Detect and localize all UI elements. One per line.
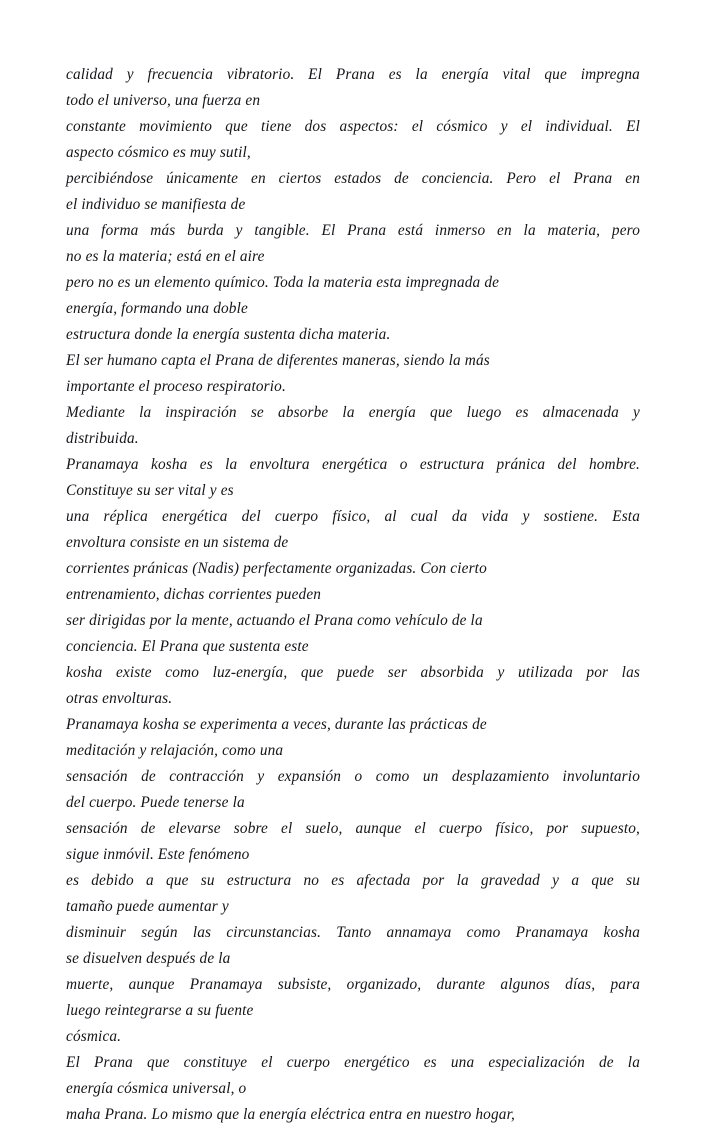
text-line: una réplica energética del cuerpo físico, al cual da vida y sostiene. Esta bbox=[66, 508, 640, 525]
text-line: no es la materia; está en el aire bbox=[66, 248, 265, 265]
text-line: una forma más burda y tangible. El Prana está inmerso en la materia, pero bbox=[66, 222, 640, 239]
text-line: Mediante la inspiración se absorbe la energía que luego es almacenada y bbox=[66, 404, 640, 421]
text-line: maha Prana. Lo mismo que la energía eléctrica entra en nuestro hogar, bbox=[66, 1106, 515, 1123]
text-line: El Prana que constituye el cuerpo energético es una especialización de la bbox=[66, 1054, 640, 1071]
text-line: el individuo se manifiesta de bbox=[66, 196, 246, 213]
text-line: Constituye su ser vital y es bbox=[66, 482, 234, 499]
text-line: disminuir según las circunstancias. Tanto annamaya como Pranamaya kosha bbox=[66, 924, 640, 941]
text-line: se disuelven después de la bbox=[66, 950, 231, 967]
text-line: Pranamaya kosha es la envoltura energética o estructura pránica del hombre. bbox=[66, 456, 640, 473]
text-line: estructura donde la energía sustenta dicha materia. bbox=[66, 326, 391, 343]
text-line: energía cósmica universal, o bbox=[66, 1080, 247, 1097]
text-line: percibiéndose únicamente en ciertos estados de conciencia. Pero el Prana en bbox=[66, 170, 640, 187]
text-line: distribuida. bbox=[66, 430, 139, 447]
text-line: sensación de contracción y expansión o como un desplazamiento involuntario bbox=[66, 768, 640, 785]
text-line: del cuerpo. Puede tenerse la bbox=[66, 794, 245, 811]
text-line: entrenamiento, dichas corrientes pueden bbox=[66, 586, 322, 603]
text-line: envoltura consiste en un sistema de bbox=[66, 534, 289, 551]
text-line: otras envolturas. bbox=[66, 690, 173, 707]
text-line: muerte, aunque Pranamaya subsiste, organizado, durante algunos días, para bbox=[66, 976, 640, 993]
text-line: calidad y frecuencia vibratorio. El Prana es la energía vital que impregna bbox=[66, 66, 640, 83]
text-line: es debido a que su estructura no es afectada por la gravedad y a que su bbox=[66, 872, 640, 889]
text-line: Pranamaya kosha se experimenta a veces, durante las prácticas de bbox=[66, 716, 487, 733]
text-line: importante el proceso respiratorio. bbox=[66, 378, 286, 395]
text-line: El ser humano capta el Prana de diferentes maneras, siendo la más bbox=[66, 352, 490, 369]
text-line: sigue inmóvil. Este fenómeno bbox=[66, 846, 250, 863]
text-line: sensación de elevarse sobre el suelo, aunque el cuerpo físico, por supuesto, bbox=[66, 820, 640, 837]
text-line: tamaño puede aumentar y bbox=[66, 898, 229, 915]
text-line: energía, formando una doble bbox=[66, 300, 248, 317]
document-body-text bbox=[66, 62, 640, 1128]
text-line: meditación y relajación, como una bbox=[66, 742, 284, 759]
text-line: conciencia. El Prana que sustenta este bbox=[66, 638, 309, 655]
text-line: cósmica. bbox=[66, 1028, 122, 1045]
text-line: aspecto cósmico es muy sutil, bbox=[66, 144, 251, 161]
text-line: todo el universo, una fuerza en bbox=[66, 92, 261, 109]
text-line: constante movimiento que tiene dos aspectos: el cósmico y el individual. El bbox=[66, 118, 640, 135]
text-line: ser dirigidas por la mente, actuando el Prana como vehículo de la bbox=[66, 612, 483, 629]
text-line: kosha existe como luz-energía, que puede ser absorbida y utilizada por las bbox=[66, 664, 640, 681]
text-line: corrientes pránicas (Nadis) perfectamente organizadas. Con cierto bbox=[66, 560, 487, 577]
text-line: luego reintegrarse a su fuente bbox=[66, 1002, 254, 1019]
text-line: pero no es un elemento químico. Toda la materia esta impregnada de bbox=[66, 274, 500, 291]
